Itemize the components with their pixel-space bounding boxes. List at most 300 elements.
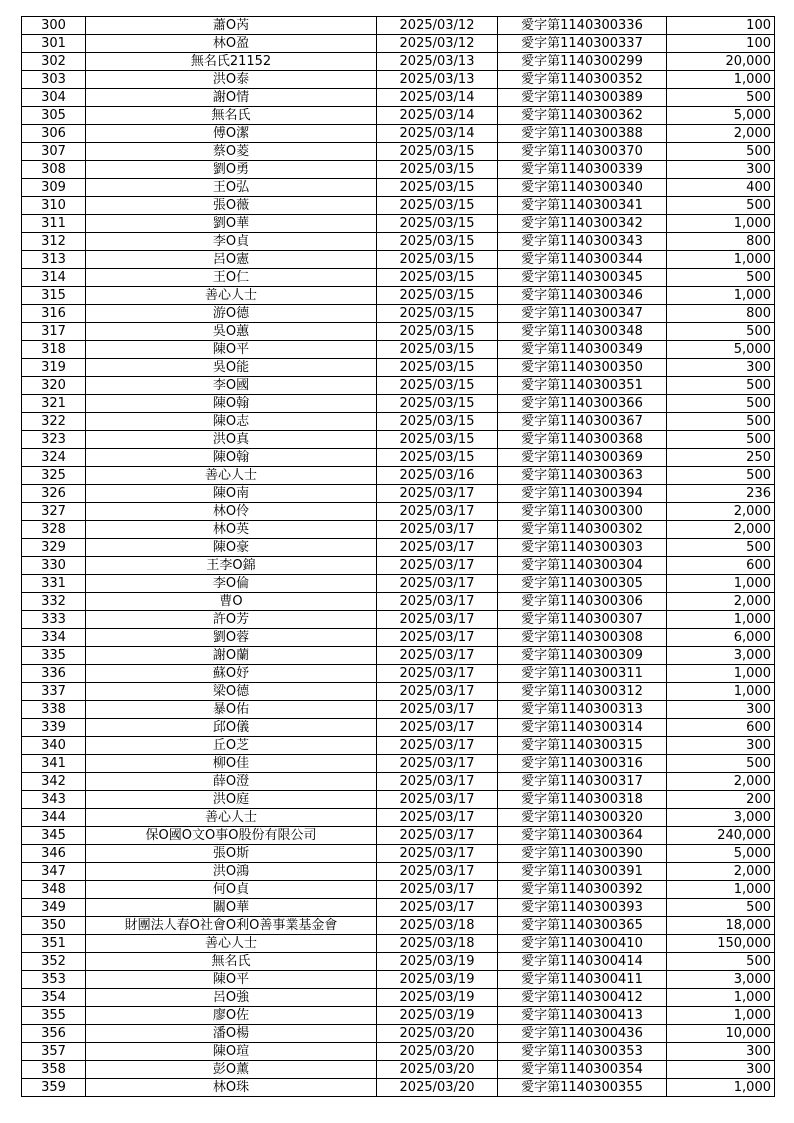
serial-number-cell: 333	[22, 611, 86, 629]
amount-cell: 500	[667, 431, 775, 449]
table-body	[22, 17, 775, 1097]
donation-date-cell: 2025/03/20	[377, 1079, 498, 1097]
amount-cell: 5,000	[667, 845, 775, 863]
table-row	[22, 989, 775, 1007]
serial-number-cell: 332	[22, 593, 86, 611]
receipt-number-cell: 愛字第1140300318	[498, 791, 667, 809]
amount-cell: 20,000	[667, 53, 775, 71]
table-row	[22, 701, 775, 719]
serial-number-cell: 301	[22, 35, 86, 53]
serial-number-cell: 328	[22, 521, 86, 539]
amount-cell: 500	[667, 467, 775, 485]
serial-number-cell: 318	[22, 341, 86, 359]
receipt-number-cell: 愛字第1140300339	[498, 161, 667, 179]
table-row	[22, 1061, 775, 1079]
amount-cell: 1,000	[667, 683, 775, 701]
serial-number-cell: 337	[22, 683, 86, 701]
table-row	[22, 575, 775, 593]
table-row	[22, 197, 775, 215]
receipt-number-cell: 愛字第1140300343	[498, 233, 667, 251]
donor-name-cell: 善心人士	[86, 809, 377, 827]
donor-name-cell: 洪O泰	[86, 71, 377, 89]
receipt-number-cell: 愛字第1140300320	[498, 809, 667, 827]
receipt-number-cell: 愛字第1140300348	[498, 323, 667, 341]
receipt-number-cell: 愛字第1140300362	[498, 107, 667, 125]
table-row	[22, 521, 775, 539]
amount-cell: 500	[667, 269, 775, 287]
receipt-number-cell: 愛字第1140300340	[498, 179, 667, 197]
table-row	[22, 179, 775, 197]
donation-date-cell: 2025/03/19	[377, 971, 498, 989]
amount-cell: 3,000	[667, 809, 775, 827]
donor-name-cell: 無名氏21152	[86, 53, 377, 71]
amount-cell: 500	[667, 323, 775, 341]
receipt-number-cell: 愛字第1140300313	[498, 701, 667, 719]
donor-name-cell: 林O英	[86, 521, 377, 539]
donation-date-cell: 2025/03/20	[377, 1061, 498, 1079]
table-row	[22, 17, 775, 35]
receipt-number-cell: 愛字第1140300354	[498, 1061, 667, 1079]
serial-number-cell: 349	[22, 899, 86, 917]
donation-date-cell: 2025/03/15	[377, 359, 498, 377]
donation-date-cell: 2025/03/17	[377, 737, 498, 755]
donation-date-cell: 2025/03/14	[377, 89, 498, 107]
donor-name-cell: 彭O薰	[86, 1061, 377, 1079]
table-row	[22, 1025, 775, 1043]
donation-date-cell: 2025/03/18	[377, 935, 498, 953]
amount-cell: 500	[667, 539, 775, 557]
donor-name-cell: 陳O平	[86, 341, 377, 359]
receipt-number-cell: 愛字第1140300316	[498, 755, 667, 773]
table-row	[22, 251, 775, 269]
table-row	[22, 53, 775, 71]
donor-name-cell: 林O珠	[86, 1079, 377, 1097]
donation-date-cell: 2025/03/17	[377, 899, 498, 917]
serial-number-cell: 355	[22, 1007, 86, 1025]
amount-cell: 1,000	[667, 287, 775, 305]
table-row	[22, 413, 775, 431]
amount-cell: 300	[667, 737, 775, 755]
amount-cell: 500	[667, 953, 775, 971]
serial-number-cell: 350	[22, 917, 86, 935]
serial-number-cell: 336	[22, 665, 86, 683]
table-row	[22, 341, 775, 359]
amount-cell: 1,000	[667, 1007, 775, 1025]
donation-date-cell: 2025/03/15	[377, 269, 498, 287]
amount-cell: 1,000	[667, 989, 775, 1007]
receipt-number-cell: 愛字第1140300308	[498, 629, 667, 647]
amount-cell: 2,000	[667, 125, 775, 143]
donation-date-cell: 2025/03/15	[377, 161, 498, 179]
serial-number-cell: 315	[22, 287, 86, 305]
donation-date-cell: 2025/03/13	[377, 53, 498, 71]
serial-number-cell: 351	[22, 935, 86, 953]
receipt-number-cell: 愛字第1140300369	[498, 449, 667, 467]
amount-cell: 1,000	[667, 1079, 775, 1097]
donation-date-cell: 2025/03/17	[377, 845, 498, 863]
donation-date-cell: 2025/03/20	[377, 1043, 498, 1061]
amount-cell: 6,000	[667, 629, 775, 647]
donor-name-cell: 洪O庭	[86, 791, 377, 809]
receipt-number-cell: 愛字第1140300302	[498, 521, 667, 539]
receipt-number-cell: 愛字第1140300299	[498, 53, 667, 71]
amount-cell: 236	[667, 485, 775, 503]
donor-name-cell: 林O盈	[86, 35, 377, 53]
donation-date-cell: 2025/03/17	[377, 809, 498, 827]
amount-cell: 500	[667, 89, 775, 107]
amount-cell: 1,000	[667, 665, 775, 683]
serial-number-cell: 334	[22, 629, 86, 647]
table-row	[22, 233, 775, 251]
donation-date-cell: 2025/03/12	[377, 35, 498, 53]
receipt-number-cell: 愛字第1140300304	[498, 557, 667, 575]
donation-date-cell: 2025/03/15	[377, 197, 498, 215]
amount-cell: 1,000	[667, 881, 775, 899]
donor-name-cell: 潘O楊	[86, 1025, 377, 1043]
amount-cell: 200	[667, 791, 775, 809]
serial-number-cell: 305	[22, 107, 86, 125]
donor-name-cell: 無名氏	[86, 953, 377, 971]
receipt-number-cell: 愛字第1140300349	[498, 341, 667, 359]
donor-name-cell: 陳O翰	[86, 395, 377, 413]
donor-name-cell: 王O仁	[86, 269, 377, 287]
serial-number-cell: 354	[22, 989, 86, 1007]
receipt-number-cell: 愛字第1140300367	[498, 413, 667, 431]
donation-date-cell: 2025/03/17	[377, 665, 498, 683]
serial-number-cell: 353	[22, 971, 86, 989]
serial-number-cell: 323	[22, 431, 86, 449]
receipt-number-cell: 愛字第1140300346	[498, 287, 667, 305]
donation-date-cell: 2025/03/15	[377, 413, 498, 431]
table-row	[22, 647, 775, 665]
receipt-number-cell: 愛字第1140300413	[498, 1007, 667, 1025]
donation-date-cell: 2025/03/15	[377, 323, 498, 341]
amount-cell: 3,000	[667, 971, 775, 989]
receipt-number-cell: 愛字第1140300337	[498, 35, 667, 53]
donation-date-cell: 2025/03/17	[377, 557, 498, 575]
amount-cell: 500	[667, 899, 775, 917]
serial-number-cell: 307	[22, 143, 86, 161]
receipt-number-cell: 愛字第1140300352	[498, 71, 667, 89]
donor-name-cell: 蔡O菱	[86, 143, 377, 161]
donor-name-cell: 洪O鴻	[86, 863, 377, 881]
receipt-number-cell: 愛字第1140300314	[498, 719, 667, 737]
serial-number-cell: 357	[22, 1043, 86, 1061]
receipt-number-cell: 愛字第1140300412	[498, 989, 667, 1007]
receipt-number-cell: 愛字第1140300390	[498, 845, 667, 863]
receipt-number-cell: 愛字第1140300353	[498, 1043, 667, 1061]
donor-name-cell: 何O貞	[86, 881, 377, 899]
table-row	[22, 431, 775, 449]
donation-date-cell: 2025/03/17	[377, 863, 498, 881]
donor-name-cell: 呂O強	[86, 989, 377, 1007]
amount-cell: 500	[667, 197, 775, 215]
amount-cell: 800	[667, 233, 775, 251]
table-row	[22, 377, 775, 395]
serial-number-cell: 327	[22, 503, 86, 521]
donor-name-cell: 許O芳	[86, 611, 377, 629]
receipt-number-cell: 愛字第1140300365	[498, 917, 667, 935]
donation-date-cell: 2025/03/19	[377, 1007, 498, 1025]
table-row	[22, 539, 775, 557]
donation-date-cell: 2025/03/16	[377, 467, 498, 485]
donation-date-cell: 2025/03/17	[377, 755, 498, 773]
serial-number-cell: 342	[22, 773, 86, 791]
table-row	[22, 791, 775, 809]
donation-date-cell: 2025/03/15	[377, 143, 498, 161]
donation-date-cell: 2025/03/17	[377, 881, 498, 899]
donor-name-cell: 洪O真	[86, 431, 377, 449]
serial-number-cell: 314	[22, 269, 86, 287]
serial-number-cell: 309	[22, 179, 86, 197]
serial-number-cell: 303	[22, 71, 86, 89]
donation-date-cell: 2025/03/15	[377, 305, 498, 323]
table-row	[22, 809, 775, 827]
donor-name-cell: 丘O芝	[86, 737, 377, 755]
donation-date-cell: 2025/03/17	[377, 773, 498, 791]
amount-cell: 2,000	[667, 593, 775, 611]
amount-cell: 300	[667, 359, 775, 377]
donation-date-cell: 2025/03/15	[377, 215, 498, 233]
amount-cell: 500	[667, 395, 775, 413]
table-row	[22, 215, 775, 233]
amount-cell: 500	[667, 377, 775, 395]
serial-number-cell: 304	[22, 89, 86, 107]
amount-cell: 2,000	[667, 521, 775, 539]
table-row	[22, 125, 775, 143]
serial-number-cell: 356	[22, 1025, 86, 1043]
donor-name-cell: 傅O潔	[86, 125, 377, 143]
amount-cell: 600	[667, 719, 775, 737]
receipt-number-cell: 愛字第1140300351	[498, 377, 667, 395]
donor-name-cell: 劉O蓉	[86, 629, 377, 647]
receipt-number-cell: 愛字第1140300363	[498, 467, 667, 485]
serial-number-cell: 308	[22, 161, 86, 179]
serial-number-cell: 306	[22, 125, 86, 143]
amount-cell: 1,000	[667, 251, 775, 269]
donor-name-cell: 蕭O芮	[86, 17, 377, 35]
table-row	[22, 611, 775, 629]
amount-cell: 300	[667, 1043, 775, 1061]
table-row	[22, 845, 775, 863]
serial-number-cell: 359	[22, 1079, 86, 1097]
serial-number-cell: 320	[22, 377, 86, 395]
table-row	[22, 971, 775, 989]
donor-name-cell: 劉O勇	[86, 161, 377, 179]
donation-date-cell: 2025/03/17	[377, 539, 498, 557]
receipt-number-cell: 愛字第1140300355	[498, 1079, 667, 1097]
donation-date-cell: 2025/03/13	[377, 71, 498, 89]
receipt-number-cell: 愛字第1140300344	[498, 251, 667, 269]
amount-cell: 1,000	[667, 611, 775, 629]
amount-cell: 5,000	[667, 341, 775, 359]
donation-date-cell: 2025/03/17	[377, 503, 498, 521]
donor-name-cell: 陳O瑄	[86, 1043, 377, 1061]
serial-number-cell: 341	[22, 755, 86, 773]
receipt-number-cell: 愛字第1140300341	[498, 197, 667, 215]
donor-name-cell: 謝O情	[86, 89, 377, 107]
amount-cell: 400	[667, 179, 775, 197]
serial-number-cell: 324	[22, 449, 86, 467]
donation-table	[21, 16, 775, 1097]
donation-date-cell: 2025/03/17	[377, 683, 498, 701]
donation-date-cell: 2025/03/15	[377, 377, 498, 395]
receipt-number-cell: 愛字第1140300391	[498, 863, 667, 881]
donor-name-cell: 李O倫	[86, 575, 377, 593]
donor-name-cell: 梁O德	[86, 683, 377, 701]
table-row	[22, 323, 775, 341]
donation-date-cell: 2025/03/17	[377, 827, 498, 845]
donor-name-cell: 陳O南	[86, 485, 377, 503]
donation-date-cell: 2025/03/15	[377, 233, 498, 251]
table-row	[22, 467, 775, 485]
donor-name-cell: 李O國	[86, 377, 377, 395]
serial-number-cell: 329	[22, 539, 86, 557]
amount-cell: 600	[667, 557, 775, 575]
donation-date-cell: 2025/03/20	[377, 1025, 498, 1043]
donor-name-cell: 蘇O妤	[86, 665, 377, 683]
donation-date-cell: 2025/03/17	[377, 575, 498, 593]
donor-name-cell: 林O伶	[86, 503, 377, 521]
table-row	[22, 773, 775, 791]
table-row	[22, 305, 775, 323]
table-row	[22, 269, 775, 287]
receipt-number-cell: 愛字第1140300388	[498, 125, 667, 143]
donation-date-cell: 2025/03/14	[377, 125, 498, 143]
amount-cell: 100	[667, 35, 775, 53]
donation-date-cell: 2025/03/19	[377, 953, 498, 971]
donation-date-cell: 2025/03/17	[377, 485, 498, 503]
table-row	[22, 953, 775, 971]
donor-name-cell: 薛O澄	[86, 773, 377, 791]
serial-number-cell: 316	[22, 305, 86, 323]
receipt-number-cell: 愛字第1140300394	[498, 485, 667, 503]
donor-name-cell: 廖O佐	[86, 1007, 377, 1025]
table-row	[22, 827, 775, 845]
table-row	[22, 719, 775, 737]
serial-number-cell: 300	[22, 17, 86, 35]
table-row	[22, 89, 775, 107]
table-row	[22, 1007, 775, 1025]
table-row	[22, 917, 775, 935]
amount-cell: 2,000	[667, 863, 775, 881]
receipt-number-cell: 愛字第1140300342	[498, 215, 667, 233]
serial-number-cell: 319	[22, 359, 86, 377]
receipt-number-cell: 愛字第1140300410	[498, 935, 667, 953]
donor-name-cell: 張O薇	[86, 197, 377, 215]
receipt-number-cell: 愛字第1140300303	[498, 539, 667, 557]
table-row	[22, 485, 775, 503]
donor-name-cell: 善心人士	[86, 467, 377, 485]
amount-cell: 300	[667, 1061, 775, 1079]
table-row	[22, 359, 775, 377]
serial-number-cell: 345	[22, 827, 86, 845]
receipt-number-cell: 愛字第1140300315	[498, 737, 667, 755]
table-row	[22, 71, 775, 89]
serial-number-cell: 312	[22, 233, 86, 251]
donor-name-cell: 張O斯	[86, 845, 377, 863]
donor-name-cell: 保O國O文O事O股份有限公司	[86, 827, 377, 845]
donor-name-cell: 邱O儀	[86, 719, 377, 737]
amount-cell: 500	[667, 755, 775, 773]
amount-cell: 800	[667, 305, 775, 323]
table-row	[22, 755, 775, 773]
amount-cell: 18,000	[667, 917, 775, 935]
receipt-number-cell: 愛字第1140300370	[498, 143, 667, 161]
donation-date-cell: 2025/03/15	[377, 287, 498, 305]
donation-date-cell: 2025/03/17	[377, 701, 498, 719]
amount-cell: 240,000	[667, 827, 775, 845]
donor-name-cell: 呂O憲	[86, 251, 377, 269]
receipt-number-cell: 愛字第1140300317	[498, 773, 667, 791]
receipt-number-cell: 愛字第1140300336	[498, 17, 667, 35]
amount-cell: 500	[667, 143, 775, 161]
receipt-number-cell: 愛字第1140300347	[498, 305, 667, 323]
receipt-number-cell: 愛字第1140300350	[498, 359, 667, 377]
donation-date-cell: 2025/03/14	[377, 107, 498, 125]
serial-number-cell: 339	[22, 719, 86, 737]
donation-date-cell: 2025/03/17	[377, 593, 498, 611]
receipt-number-cell: 愛字第1140300306	[498, 593, 667, 611]
serial-number-cell: 347	[22, 863, 86, 881]
receipt-number-cell: 愛字第1140300393	[498, 899, 667, 917]
amount-cell: 5,000	[667, 107, 775, 125]
table-row	[22, 1079, 775, 1097]
donor-name-cell: 善心人士	[86, 935, 377, 953]
serial-number-cell: 317	[22, 323, 86, 341]
table-row	[22, 935, 775, 953]
receipt-number-cell: 愛字第1140300312	[498, 683, 667, 701]
donor-name-cell: 陳O平	[86, 971, 377, 989]
donation-date-cell: 2025/03/15	[377, 341, 498, 359]
table-row	[22, 683, 775, 701]
amount-cell: 100	[667, 17, 775, 35]
amount-cell: 300	[667, 701, 775, 719]
table-row	[22, 899, 775, 917]
amount-cell: 250	[667, 449, 775, 467]
serial-number-cell: 313	[22, 251, 86, 269]
donor-name-cell: 關O華	[86, 899, 377, 917]
receipt-number-cell: 愛字第1140300366	[498, 395, 667, 413]
amount-cell: 1,000	[667, 71, 775, 89]
receipt-number-cell: 愛字第1140300309	[498, 647, 667, 665]
donor-name-cell: 劉O華	[86, 215, 377, 233]
serial-number-cell: 338	[22, 701, 86, 719]
donor-name-cell: 李O貞	[86, 233, 377, 251]
amount-cell: 1,000	[667, 575, 775, 593]
donor-name-cell: 吳O能	[86, 359, 377, 377]
serial-number-cell: 348	[22, 881, 86, 899]
donation-date-cell: 2025/03/17	[377, 521, 498, 539]
serial-number-cell: 325	[22, 467, 86, 485]
donor-name-cell: 財團法人春O社會O利O善事業基金會	[86, 917, 377, 935]
receipt-number-cell: 愛字第1140300311	[498, 665, 667, 683]
donation-date-cell: 2025/03/19	[377, 989, 498, 1007]
receipt-number-cell: 愛字第1140300368	[498, 431, 667, 449]
receipt-number-cell: 愛字第1140300364	[498, 827, 667, 845]
serial-number-cell: 321	[22, 395, 86, 413]
donation-date-cell: 2025/03/15	[377, 431, 498, 449]
donor-name-cell: 游O德	[86, 305, 377, 323]
serial-number-cell: 326	[22, 485, 86, 503]
donation-date-cell: 2025/03/18	[377, 917, 498, 935]
donor-name-cell: 曹O	[86, 593, 377, 611]
serial-number-cell: 310	[22, 197, 86, 215]
donor-name-cell: 柳O佳	[86, 755, 377, 773]
table-row	[22, 1043, 775, 1061]
receipt-number-cell: 愛字第1140300392	[498, 881, 667, 899]
table-row	[22, 287, 775, 305]
